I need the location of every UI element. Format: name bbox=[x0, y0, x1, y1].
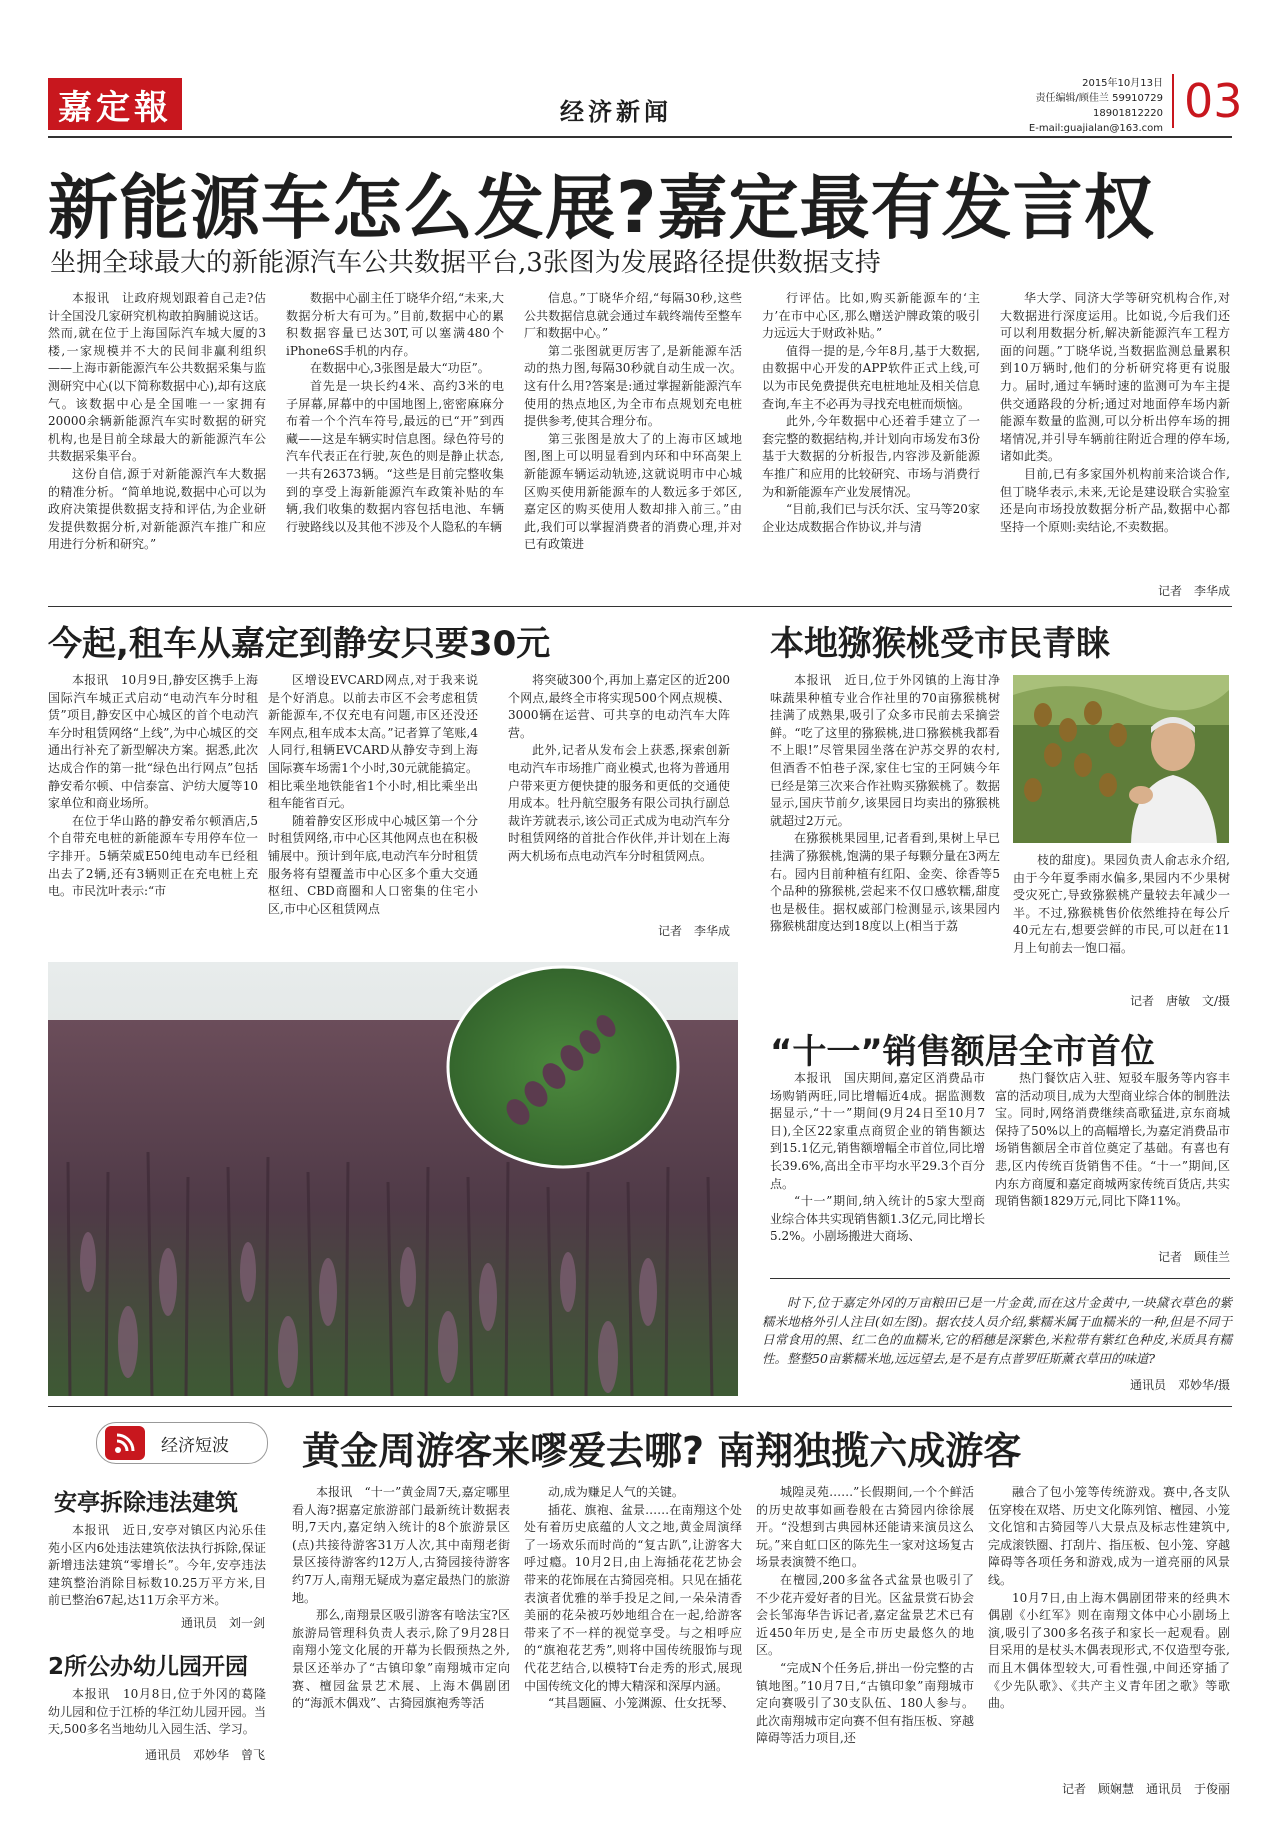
brief-2-body: 本报讯 10月8日,位于外冈的葛隆幼儿园和位于江桥的华江幼儿园开园。当天,500多名当地幼儿入园生活、学习。 bbox=[48, 1687, 266, 1737]
paragraph: 此外,今年数据中心还着手建立了一套完整的数据结构,并计划向市场发布3份基于大数据的分析报告,内容涉及新能源车推广和应用的比较研究、市场与消费行为和新能源车产业发展情况。 bbox=[762, 414, 980, 499]
paragraph: 本报讯 10月9日,静安区携手上海国际汽车城正式启动“电动汽车分时租赁”项目,静安区中心城区的首个电动汽车分时租赁网络“上线”,为中心城区的交通出行补充了新型解决方案。据悉,此次达成合作的第一批“绿色出行网点”包括静安希尔顿、中信泰富、沪纺大厦等10家单位和商业场所。 bbox=[48, 673, 258, 811]
brief-section-title: 经济短波 bbox=[161, 1435, 229, 1456]
main-headline: 新能源车怎么发展?嘉定最有发言权 bbox=[48, 167, 1155, 249]
rental-headline: 今起,租车从嘉定到静安只要30元 bbox=[48, 624, 551, 664]
article-column bbox=[995, 1070, 1230, 1250]
rss-icon bbox=[105, 1426, 145, 1460]
paragraph: 行评估。比如,购买新能源车的‘主力’在市中心区,那么赠送沪牌政策的吸引力远远大于财政补贴。” bbox=[762, 291, 980, 341]
article-column bbox=[524, 1484, 742, 1776]
paragraph: 此外,记者从发布会上获悉,探索创新电动汽车市场推广商业模式,也将为普通用户带来更方便快捷的服务和更低的交通使用成本。牡丹航空服务有限公司执行副总裁许芳就表示,该公司正式成为电动汽车分时租赁网络的首批合作伙伴,并计划在上海两大机场布点电动汽车分时租赁网点。 bbox=[508, 743, 730, 863]
header-info bbox=[1028, 76, 1163, 136]
paragraph: 值得一提的是,今年8月,基于大数据,由数据中心开发的APP软件正式上线,可以为市民免费提供充电桩地址及相关信息查询,车主不必再为寻找充电桩而烦恼。 bbox=[762, 343, 980, 411]
editor-email: E-mail:guajialan@163.com bbox=[1028, 123, 1163, 134]
photo-caption: 时下,位于嘉定外冈的万亩粮田已是一片金黄,而在这片金黄中,一块黛衣草色的紫糯米地格外引人注目(如左图)。据农技人员介绍,紫糯米属于血糯米的一种,但是不同于日常食用的黑、红二色的血糯米,它的稻穗是深紫色,米粒带有紫红色种皮,米质具有糯性。整整50亩紫糯米地,远远望去,是不是有点普罗旺斯薰衣草田的味道? bbox=[762, 1295, 1232, 1366]
paragraph: 本报讯 近日,位于外冈镇的上海甘净味蔬果种植专业合作社里的70亩猕猴桃树挂满了成熟果,吸引了众多市民前去采摘尝鲜。“吃了这里的猕猴桃,进口猕猴桃我都看不上眼!”尽管果园坐落在沪苏交界的农村,但酒香不怕巷子深,家住七宝的王阿姨今年已经是第三次来合作社购买猕猴桃了。数据显示,国庆节前夕,该果园日均卖出的猕猴桃就超过2万元。 bbox=[770, 673, 1000, 828]
kiwi-farmer-photo bbox=[1013, 675, 1229, 843]
brief-1-headline: 安亭拆除违法建筑 bbox=[54, 1490, 238, 1516]
sales-byline: 记者 顾佳兰 bbox=[1157, 1250, 1230, 1264]
divider bbox=[770, 1278, 1230, 1279]
brief-1-byline: 通讯员 刘一剑 bbox=[180, 1616, 265, 1630]
paragraph: 将突破300个,再加上嘉定区的近200个网点,最终全市将实现500个网点规模、3000辆在运营、可共享的电动汽车大阵营。 bbox=[508, 673, 730, 740]
sales-headline: “十一”销售额居全市首位 bbox=[770, 1032, 1155, 1072]
article-column bbox=[268, 672, 478, 972]
issue-date: 2015年10月13日 bbox=[1082, 78, 1163, 89]
tourism-byline: 记者 顾娴慧 通讯员 于俊丽 bbox=[1061, 1782, 1230, 1796]
paragraph: 区增设EVCARD网点,对于我来说是个好消息。以前去市区不会考虑租赁新能源车,不仅充电有问题,市区还没还车网点,租车成本太高。”记者算了笔账,4人同行,租辆EVCARD从静安寺到上海国际赛车场需1个小时,30元就能搞定。相比乘坐地铁能省1个小时,相比乘坐出租车能省百元。 bbox=[268, 673, 478, 811]
paragraph: 融合了包小笼等传统游戏。赛中,各支队伍穿梭在双塔、历史文化陈列馆、檀园、小笼文化馆和古猗园等八大景点及标志性建筑中,完成滚铁圈、打刮片、指压板、包小笼、穿越障碍等各项任务和游戏,成为一道亮丽的风景线。 bbox=[988, 1485, 1230, 1587]
article-column bbox=[770, 1070, 985, 1252]
article-column bbox=[988, 1484, 1230, 1776]
newspaper-logo: 嘉定報 bbox=[48, 78, 182, 130]
article-column bbox=[1000, 290, 1230, 580]
paragraph: “完成N个任务后,拼出一份完整的古镇地图。”10月7日,“古镇印象”南翔城市定向赛吸引了30支队伍、180人参与。此次南翔城市定向赛不但有指压板、穿越障碍等活力项目,还 bbox=[756, 1660, 974, 1746]
article-column bbox=[770, 672, 1000, 1004]
article-column bbox=[508, 672, 730, 922]
divider bbox=[48, 1406, 1232, 1407]
paragraph: 本报讯 “十一”黄金周7天,嘉定哪里看人海?据嘉定旅游部门最新统计数据表明,7天内,嘉定纳入统计的8个旅游景区(点)共接待游客31万人次,其中南翔老街景区接待游客约12万人,古猗园接待游客约7万人,南翔无疑成为嘉定最热门的旅游地。 bbox=[292, 1485, 510, 1605]
rental-byline: 记者 李华成 bbox=[657, 924, 730, 938]
paragraph: 数据中心副主任丁晓华介绍,“未来,大数据分析大有可为。”目前,数据中心的累积数据容量已达30T,可以塞满480个iPhone6S手机的内存。 bbox=[286, 291, 504, 358]
article-column bbox=[286, 290, 504, 590]
kiwi-byline: 记者 唐敏 文/摄 bbox=[1129, 994, 1230, 1008]
photo-caption-byline: 通讯员 邓妙华/摄 bbox=[1129, 1378, 1230, 1392]
paragraph: 本报讯 让政府规划跟着自己走?估计全国没几家研究机构敢拍胸脯说这话。然而,就在位于上海国际汽车城大厦的3楼,一家规模并不大的民间非赢利组织——上海市新能源汽车公共数据采集与监测研究中心(以下简称数据中心),却有这底气。该数据中心是全国唯一一家拥有20000余辆新能源汽车实时数据的研究机构,也是目前全球最大的新能源汽车公共数据采集平台。 bbox=[48, 291, 266, 464]
paragraph: 枝的甜度)。果园负责人俞志永介绍,由于今年夏季雨水偏多,果园内不少果树受灾死亡,导致猕猴桃产量较去年减少一半。不过,猕猴桃售价依然维持在每公斤40元左右,想要尝鲜的市民,可以赶在11月上旬前去一饱口福。 bbox=[1013, 853, 1230, 955]
paragraph: 在数据中心,3张图是最大“功臣”。 bbox=[310, 361, 490, 376]
page-number: 03 bbox=[1172, 74, 1243, 128]
editor-line: 责任编辑/顾佳兰 59910729 18901812220 bbox=[1035, 93, 1163, 119]
paragraph: 热门餐饮店入驻、短驳车服务等内容丰富的活动项目,成为大型商业综合体的制胜法宝。同时,网络消费继续高歌猛进,京东商城保持了50%以上的高幅增长,为嘉定消费品市场销售额居全市首位奠定了基础。有喜也有悲,区内传统百货销售不佳。“十一”期间,区内东方商厦和嘉定商城两家传统百货店,共实现销售额1829万元,同比下降11%。 bbox=[995, 1071, 1230, 1209]
brief-1-body: 本报讯 近日,安亭对镇区内沁乐佳苑小区内6处违法建筑依法执行拆除,保证新增违法建筑“零增长”。今年,安亭违法建筑整治消除目标数10.25万平方米,目前已整治67起,达11万余平方米。 bbox=[48, 1523, 266, 1608]
paragraph: 动,成为赚足人气的关键。 bbox=[548, 1485, 684, 1499]
article-column bbox=[48, 290, 266, 590]
paragraph: 本报讯 国庆期间,嘉定区消费品市场购销两旺,同比增幅近4成。据监测数据显示,“十一”期间(9月24日至10月7日),全区22家重点商贸企业的销售额达到15.1亿元,销售额增幅全市首位,同比增长39.6%,高出全市平均水平29.3个百分点。 bbox=[770, 1071, 985, 1191]
paragraph: 首先是一块长约4米、高约3米的电子屏幕,屏幕中的中国地图上,密密麻麻分布着一个个汽车符号,最远的已“开”到西藏——这是车辆实时信息图。绿色符号的汽车代表正在行驶,灰色的则是静止状态,一共有26373辆。“这些是目前完整收集到的享受上海新能源汽车政策补贴的车辆,我们收集的数据内容包括电池、车辆行驶路线以及其他不涉及个人隐私的车辆 bbox=[286, 378, 504, 534]
article-column bbox=[48, 672, 258, 972]
paragraph: 第三张图是放大了的上海市区域地图,图上可以明显看到内环和中环高架上新能源车辆运动轨迹,这就说明市中心城区购买使用新能源车的人数远多于郊区,嘉定区的购买使用人数却排入前三。”由此,我们可以掌握消费者的消费心理,并对已有政策进 bbox=[524, 431, 742, 552]
main-subhead: 坐拥全球最大的新能源汽车公共数据平台,3张图为发展路径提供数据支持 bbox=[50, 248, 881, 278]
tourism-headline: 黄金周游客来嘐爱去哪? 南翔独揽六成游客 bbox=[302, 1429, 1022, 1473]
paragraph: 在位于华山路的静安希尔顿酒店,5个自带充电桩的新能源车专用停车位一字排开。5辆荣威E50纯电动车已经租出去了2辆,还有3辆则正在充电桩上充电。市民沈叶表示:“市 bbox=[48, 813, 258, 899]
main-byline: 记者 李华成 bbox=[1157, 584, 1230, 598]
paragraph: 随着静安区形成中心城区第一个分时租赁网络,市中心区其他网点也在积极铺展中。预计到年底,电动汽车分时租赁服务将有望覆盖市中心区多个重大交通枢纽、CBD商圈和人口密集的住宅小区,市中心区租赁网点 bbox=[268, 813, 478, 916]
brief-section-label bbox=[96, 1422, 268, 1464]
paragraph: 城隍灵苑……”长假期间,一个个鲜活的历史故事如画卷般在古猗园内徐徐展开。“没想到古典园林还能请来演员这么玩。”来自虹口区的陈先生一家对这场复古场景表演赞不绝口。 bbox=[756, 1485, 974, 1570]
header-rule bbox=[48, 136, 1232, 138]
article-column bbox=[292, 1484, 510, 1776]
paragraph: “目前,我们已与沃尔沃、宝马等20家企业达成数据合作协议,并与清 bbox=[762, 502, 980, 534]
purple-rice-field-photo bbox=[48, 962, 738, 1396]
paragraph: 这份自信,源于对新能源汽车大数据的精准分析。“简单地说,数据中心可以为政府决策提供数据支持和评估,为企业研发提供数据分析,对新能源汽车推广和应用进行分析和研究。” bbox=[48, 466, 266, 552]
paragraph: 10月7日,由上海木偶剧团带来的经典木偶剧《小红军》则在南翔文体中心小剧场上演,吸引了300多名孩子和家长一起观看。剧目采用的是杖头木偶表现形式,不仅造型夸张,而且木偶体型较大,可看性强,中间还穿插了《少先队歌》、《共产主义青年团之歌》等歌曲。 bbox=[988, 1590, 1230, 1711]
article-column bbox=[524, 290, 742, 590]
paragraph: 在猕猴桃果园里,记者看到,果树上早已挂满了猕猴桃,饱满的果子每颗分量在3两左右。园内目前种植有红阳、金奕、徐香等5个品种的猕猴桃,尝起来不仅口感软糯,甜度也是极佳。据权威部门检测显示,该果园内猕猴桃甜度达到18度以上(相当于荔 bbox=[770, 831, 1000, 934]
paragraph: 信息。”丁晓华介绍,“每隔30秒,这些公共数据信息就会通过车载终端传至整车厂和数据中心。” bbox=[524, 291, 742, 341]
paragraph: 华大学、同济大学等研究机构合作,对大数据进行深度运用。比如说,今后我们还可以利用数据分析,解决新能源汽车工程方面的问题。”丁晓华说,当数据监测总量累积到10万辆时,他们的分析研究将更有说服力。届时,通过车辆时速的监测可为车主提供交通路段的分析;通过对地面停车场内新能源车数量的监测,可以分析出停车场的拥堵情况,并引导车辆前往附近合理的停车场,诸如此类。 bbox=[1000, 291, 1230, 464]
section-title: 经济新闻 bbox=[560, 98, 672, 126]
paragraph: “其昌题匾、小笼渊源、仕女抚琴、 bbox=[548, 1696, 735, 1711]
paragraph: 第二张图就更厉害了,是新能源车活动的热力图,每隔30秒就自动生成一次。这有什么用?答案是:通过掌握新能源汽车使用的热点地区,为全市布点规划充电桩提供参考,使其合理分布。 bbox=[524, 343, 742, 429]
article-column bbox=[762, 290, 980, 590]
brief-2-headline: 2所公办幼儿园开园 bbox=[48, 1654, 249, 1680]
kiwi-headline: 本地猕猴桃受市民青睐 bbox=[770, 624, 1110, 664]
divider bbox=[48, 606, 1232, 607]
paragraph: “十一”期间,纳入统计的5家大型商业综合体共实现销售额1.3亿元,同比增长5.2%。小剧场搬进大商场、 bbox=[770, 1194, 985, 1244]
paragraph: 插花、旗袍、盆景……在南翔这个处处有着历史底蕴的人文之地,黄金周演绎了一场欢乐而时尚的“复古趴”,让游客大呼过瘾。10月2日,由上海插花花艺协会带来的花饰展在古猗园亮相。只见在插花表演者优雅的举手投足之间,一朵朵清香美丽的花朵被巧妙地组合在一起,给游客带来了不一样的视觉享受。与之相呼应的“旗袍花艺秀”,则将中国传统服饰与现代花艺结合,以模特T台走秀的形式,展现中国传统文化的博大精深和深厚内涵。 bbox=[524, 1502, 742, 1693]
brief-2-byline: 通讯员 邓妙华 曾飞 bbox=[144, 1748, 265, 1762]
paragraph: 目前,已有多家国外机构前来洽谈合作,但丁晓华表示,未来,无论是建设联合实验室还是向市场投放数据分析产品,数据中心都坚持一个原则:卖结论,不卖数据。 bbox=[1000, 466, 1230, 534]
paragraph: 在檀园,200多盆各式盆景也吸引了不少花卉爱好者的目光。区盆景赏石协会会长邹海华告诉记者,嘉定盆景艺术已有近450年历史,是全市历史最悠久的地区。 bbox=[756, 1572, 974, 1658]
paragraph: 那么,南翔景区吸引游客有啥法宝?区旅游局管理科负责人表示,除了9月28日南翔小笼文化展的开幕为长假预热之外,景区还举办了“古镇印象”南翔城市定向赛、檀园盆景艺术展、上海木偶剧团的“海派木偶戏”、古猗园旗袍秀等活 bbox=[292, 1608, 510, 1711]
article-column bbox=[756, 1484, 974, 1776]
article-column bbox=[1013, 852, 1230, 992]
